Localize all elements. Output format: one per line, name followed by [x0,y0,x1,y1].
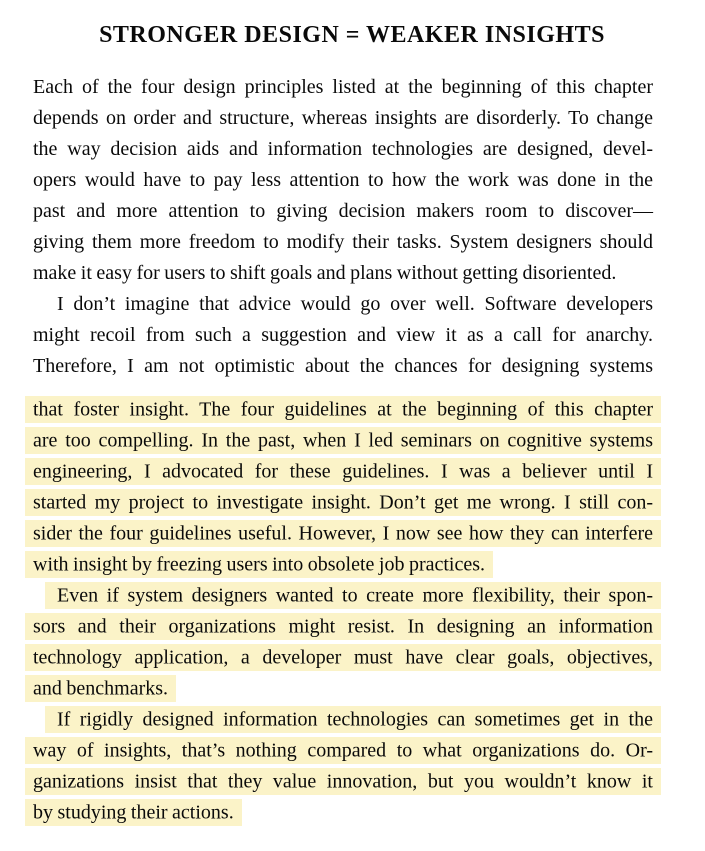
highlighted-line-text: that foster insight. The four guidelines at the beginning of this chapter [25,396,661,423]
text-line [33,487,653,518]
line-text: I don’t imagine that advice would go over well. Software developers [57,293,653,315]
text-line [33,320,653,351]
text-line [33,456,653,487]
highlighted-line-text: Even if system designers wanted to create more flexibility, their spon- [45,582,661,609]
text-line [33,673,653,704]
text-line [33,611,653,642]
text-line [33,797,653,828]
text-line [33,735,653,766]
text-line [33,425,653,456]
line-text: past and more attention to giving decision makers room to discover— [33,200,653,222]
highlighted-line-text: and benchmarks. [25,675,176,702]
line-text: make it easy for users to shift goals and plans without getting disoriented. [33,262,617,284]
highlighted-line-text: If rigidly designed information technologies can sometimes get in the [45,706,661,733]
text-line [33,258,653,289]
text-line [33,227,653,258]
highlighted-line-text: engineering, I advocated for these guidelines. I was a believer until I [25,458,661,485]
highlighted-line-text: sors and their organizations might resist. In designing an information [25,613,661,640]
line-text: might recoil from such a suggestion and view it as a call for anarchy. [33,324,653,346]
text-line [33,518,653,549]
highlighted-line-text: are too compelling. In the past, when I led seminars on cognitive systems [25,427,661,454]
highlighted-line-text: sider the four guidelines useful. However, I now see how they can interfere [25,520,661,547]
text-line [33,72,653,103]
line-text: Therefore, I am not optimistic about the chances for designing systems [33,355,653,377]
line-text: opers would have to pay less attention to how the work was done in the [33,169,653,191]
text-line [33,394,653,425]
line-text: the way decision aids and information technologies are designed, devel- [33,138,653,160]
body-text [33,72,653,828]
line-text: giving them more freedom to modify their tasks. System designers should [33,231,653,253]
text-line [33,165,653,196]
highlighted-line-text: ganizations insist that they value innovation, but you wouldn’t know it [25,768,661,795]
highlighted-line-text: technology application, a developer must have clear goals, objectives, [25,644,661,671]
line-text: Each of the four design principles listed at the beginning of this chapter [33,76,653,98]
text-line [33,196,653,227]
text-line [33,351,653,382]
highlighted-line-text: way of insights, that’s nothing compared to what organizations do. Or- [25,737,661,764]
text-line [33,103,653,134]
text-line [33,766,653,797]
highlighted-line-text: started my project to investigate insight. Don’t get me wrong. I still con- [25,489,661,516]
highlighted-line-text: by studying their actions. [25,799,242,826]
highlighted-line-text: with insight by freezing users into obsolete job practices. [25,551,493,578]
text-line [33,642,653,673]
text-line [33,549,653,580]
text-line [33,134,653,165]
text-line [33,580,653,611]
text-line [33,289,653,320]
line-text: depends on order and structure, whereas insights are disorderly. To change [33,107,653,129]
page-title: STRONGER DESIGN = WEAKER INSIGHTS [99,22,605,48]
text-line [33,704,653,735]
